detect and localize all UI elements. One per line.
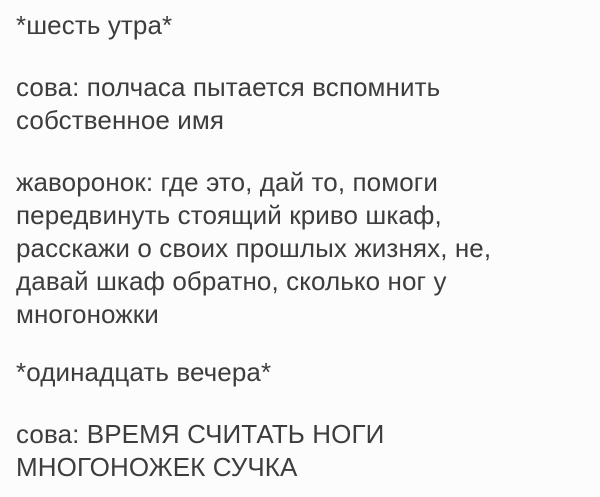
text-line: сова: ВРЕМЯ СЧИТАТЬ НОГИ <box>16 419 385 449</box>
paragraph-owl-morning <box>16 71 580 137</box>
text-line: *одинадцать вечера* <box>16 357 272 387</box>
text-line: сова: полчаса пытается вспомнить <box>16 72 441 102</box>
text-line: передвинуть стоящий криво шкаф, <box>16 200 442 230</box>
text-line: собственное имя <box>16 105 225 135</box>
text-line: *шесть утра* <box>16 10 173 40</box>
paragraph-lark <box>16 166 580 331</box>
paragraph-timestamp-evening <box>16 356 580 389</box>
paragraph-timestamp-morning <box>16 9 580 42</box>
text-line: расскажи о своих прошлых жизнях, не, <box>16 233 492 263</box>
paragraph-owl-evening <box>16 418 580 484</box>
text-line: многоножки <box>16 299 159 329</box>
text-line: жаворонок: где это, дай то, помоги <box>16 167 438 197</box>
text-line: давай шкаф обратно, сколько ног у <box>16 266 447 296</box>
text-line: МНОГОНОЖЕК СУЧКА <box>16 452 298 482</box>
